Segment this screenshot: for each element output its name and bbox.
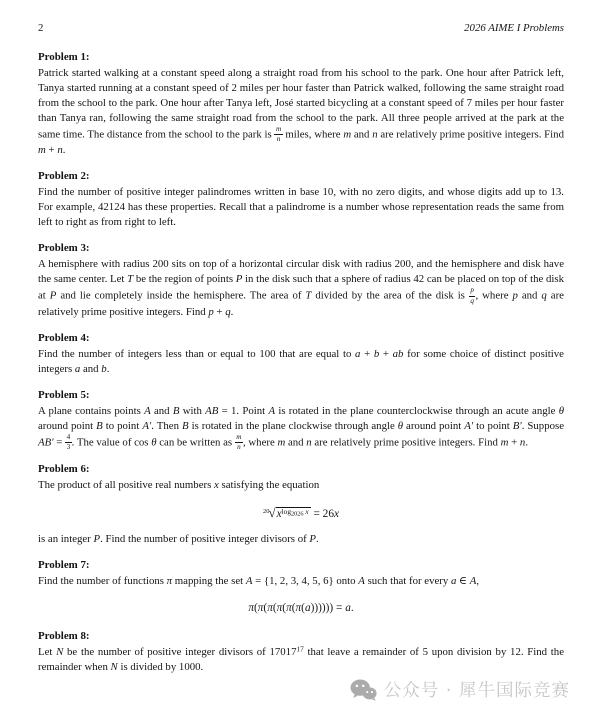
page-number: 2: [38, 22, 44, 34]
running-title: 2026 AIME I Problems: [464, 22, 564, 34]
problem-6-text: The product of all positive real numbers x satisfying the equation: [38, 479, 320, 492]
problem-4-text: Find the number of integers less than or equal to 100 that are equal to a + b + ab for some choice of distinct positive integers a and b.: [38, 347, 564, 375]
problem-6-label: Problem 6:: [38, 463, 90, 476]
problem-1: [38, 50, 564, 158]
problem-4-label: Problem 4:: [38, 331, 90, 344]
problem-8-text: Let N be the number of positive integer divisors of 17017$^{17}$ that leave a remainder of 5 upon division by 12. Find the remainder when N is divided by 1000.: [38, 644, 564, 674]
problem-6-equation: $^{20}√x^{log_{2026} x} = 26x$: [263, 505, 339, 521]
problem-5-text: A plane contains points A and B with AB = 1. Point A is rotated in the plane counterclockwise through an acute angle θ around point B to point A′. Then B is rotated in the plane clockwise through angle θ around point A′ to point B′. Suppose AB′ = $\frac{4}{3}$ . The value of cos θ can be written as $\frac{m}{n}$ , where m and n are relatively prime positive integers. Find m + n.: [38, 404, 564, 452]
problem-3-label: Problem 3:: [38, 242, 90, 255]
problem-8-label: Problem 8:: [38, 630, 90, 643]
problem-7: [38, 558, 564, 618]
problem-5-label: Problem 5:: [38, 388, 90, 401]
problem-6-text-after: is an integer P. Find the number of positive integer divisors of P.: [38, 533, 319, 546]
wechat-icon: [350, 679, 377, 701]
watermark: [350, 677, 570, 702]
problem-3: [38, 241, 564, 319]
problem-1-text: Patrick started walking at a constant speed along a straight road from his school to the park. One hour after Patrick left, Tanya started running at a constant speed of 2 miles per hour faster than Patrick walked, following the same straight road from the school to the park. One hour after Tanya left, José started bicycling at a constant speed of 7 miles per hour faster than Tanya ran, following the same straight road from the school to the park. All three people arrived at the park at the same time. The distance from the school to the park is $\frac{m}{n}$ miles, where m and n are relatively prime positive integers. Find m + n.: [38, 67, 564, 157]
watermark-text: 公众号 · 犀牛国际竞赛: [383, 681, 570, 701]
problem-7-equation: π(π(π(π(π(π(a)))))) = a.: [248, 602, 354, 615]
problem-2-text: Find the number of positive integer palindromes written in base 10, with no zero digits, and whose digits add up to 13. For example, 42124 has these properties. Recall that a palindrome is a number whose representation reads the same from left to right as from right to left.: [38, 186, 564, 229]
problem-5: [38, 388, 564, 451]
page-header: [38, 22, 564, 34]
problem-7-label: Problem 7:: [38, 559, 90, 572]
problem-1-label: Problem 1:: [38, 51, 90, 63]
problem-7-text: Find the number of functions π mapping the set A = {1, 2, 3, 4, 5, 6} onto A such that for every a ∈ A,: [38, 575, 480, 588]
problem-8: [38, 629, 564, 675]
problem-6: [38, 462, 564, 547]
problem-2: [38, 169, 564, 230]
problem-2-label: Problem 2:: [38, 170, 90, 183]
problem-3-text: A hemisphere with radius 200 sits on top of a horizontal circular disk with radius 200, and the hemisphere and disk have the same center. Let T be the region of points P in the disk such that a sphere of radius 42 can be placed on top of the disk at P and lie completely inside the hemisphere. The area of T divided by the area of the disk is $\frac{p}{q}$ , where p and q are relatively prime positive integers. Find p + q.: [38, 258, 564, 318]
problem-4: [38, 331, 564, 377]
